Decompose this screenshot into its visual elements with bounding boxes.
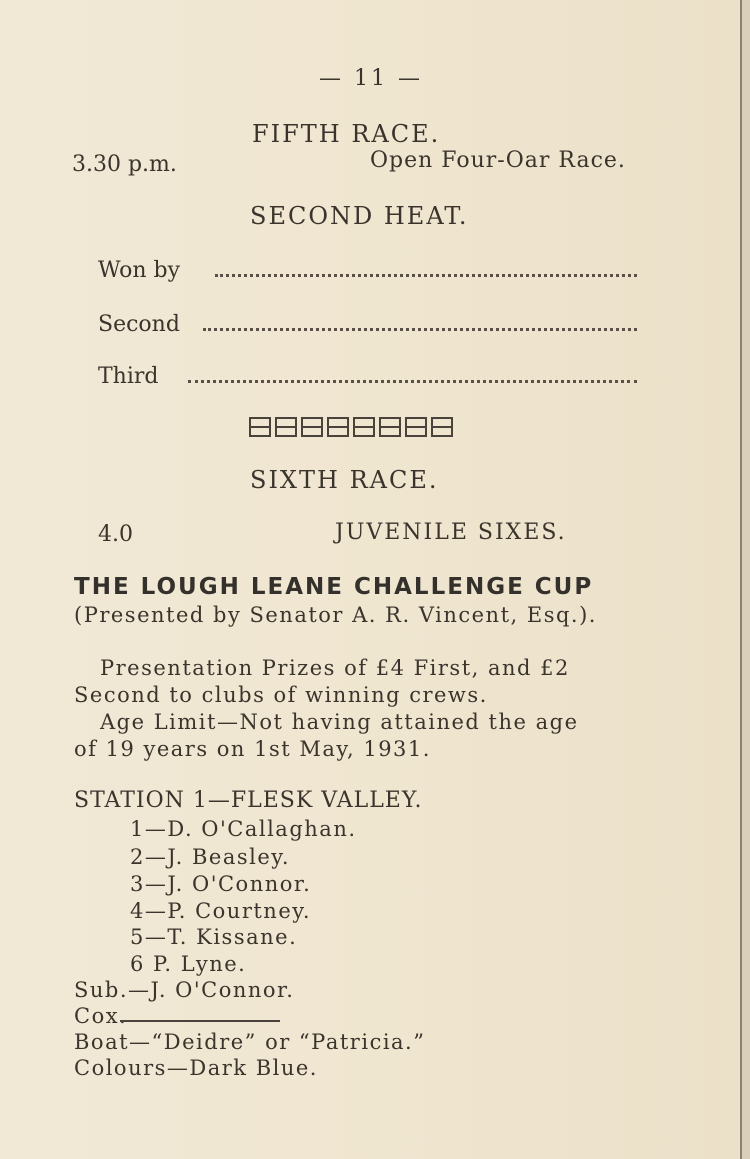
ornament-divider bbox=[247, 414, 459, 440]
sub-line: Sub.—J. O'Connor. bbox=[74, 978, 295, 1002]
second-heat-title: SECOND HEAT. bbox=[250, 202, 469, 230]
fifth-race-time: 3.30 p.m. bbox=[72, 152, 177, 177]
cup-title: THE LOUGH LEANE CHALLENGE CUP bbox=[74, 574, 594, 600]
station-heading: STATION 1—FLESK VALLEY. bbox=[74, 788, 423, 813]
second-blank bbox=[203, 328, 637, 331]
third-label: Third bbox=[98, 364, 159, 389]
prizes-line-1: Presentation Prizes of £4 First, and £2 bbox=[100, 656, 570, 680]
sixth-race-name: JUVENILE SIXES. bbox=[335, 520, 567, 545]
page-edge bbox=[740, 0, 750, 1159]
age-limit-line-2: of 19 years on 1st May, 1931. bbox=[74, 737, 431, 761]
crew-member-1: 1—D. O'Callaghan. bbox=[130, 817, 357, 841]
crew-member-5: 5—T. Kissane. bbox=[130, 925, 298, 949]
page-number: — 11 — bbox=[319, 66, 423, 91]
fifth-race-name: Open Four-Oar Race. bbox=[370, 148, 626, 173]
sixth-race-title: SIXTH RACE. bbox=[250, 466, 439, 494]
fifth-race-title: FIFTH RACE. bbox=[252, 120, 441, 148]
sixth-race-time: 4.0 bbox=[98, 522, 133, 547]
crew-member-2: 2—J. Beasley. bbox=[130, 845, 291, 869]
second-label: Second bbox=[98, 312, 180, 337]
crew-member-6: 6 P. Lyne. bbox=[130, 952, 247, 976]
boat-line: Boat—“Deidre” or “Patricia.” bbox=[74, 1030, 426, 1054]
cox-label: Cox. bbox=[74, 1004, 128, 1028]
cox-blank bbox=[120, 1020, 280, 1022]
crew-member-3: 3—J. O'Connor. bbox=[130, 872, 312, 896]
third-blank bbox=[188, 380, 637, 383]
prizes-line-2: Second to clubs of winning crews. bbox=[74, 683, 488, 707]
age-limit-line-1: Age Limit—Not having attained the age bbox=[100, 710, 579, 734]
presented-by: (Presented by Senator A. R. Vincent, Esq.). bbox=[74, 603, 597, 627]
crew-member-4: 4—P. Courtney. bbox=[130, 899, 312, 923]
won-by-label: Won by bbox=[98, 258, 181, 283]
colours-line: Colours—Dark Blue. bbox=[74, 1056, 318, 1080]
won-by-blank bbox=[215, 274, 637, 277]
